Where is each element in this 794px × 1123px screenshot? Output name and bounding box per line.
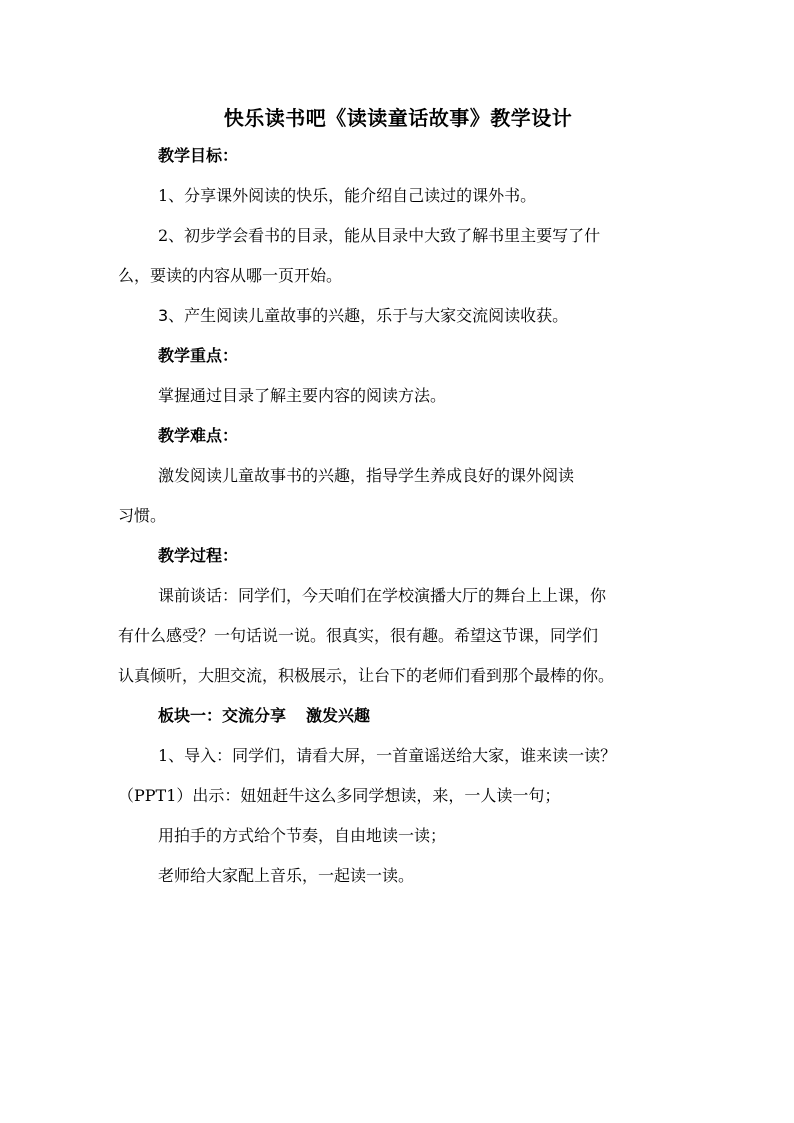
key-points-text: 掌握通过目录了解主要内容的阅读方法。 <box>158 386 447 405</box>
document-page <box>118 100 678 896</box>
goal-item-3: 3、产生阅读儿童故事的兴趣，乐于与大家交流阅读收获。 <box>158 306 569 325</box>
section-1-heading-part-1: 板块一：交流分享 <box>158 706 287 725</box>
goals-heading: 教学目标： <box>158 146 239 165</box>
section-1-heading <box>118 696 678 736</box>
key-points-heading: 教学重点： <box>158 346 239 365</box>
section-1-heading-part-2: 激发兴趣 <box>306 706 371 725</box>
process-heading: 教学过程： <box>158 546 239 565</box>
step-1-line-4: 老师给大家配上音乐，一起读一读。 <box>158 866 415 885</box>
goal-item-2-line-2: 么，要读的内容从哪一页开始。 <box>118 266 343 285</box>
process-intro-line-2: 有什么感受？一句话说一说。很真实，很有趣。希望这节课，同学们 <box>118 626 599 645</box>
difficulties-heading: 教学难点： <box>158 426 239 445</box>
document-title: 快乐读书吧《读读童话故事》教学设计 <box>223 106 573 130</box>
step-1-line-2: （PPT1）出示：妞妞赶牛这么多同学想读，来，一人读一句； <box>118 786 561 805</box>
step-1-line-1: 1、导入：同学们，请看大屏，一首童谣送给大家，谁来读一读？ <box>158 746 617 765</box>
difficulties-line-2: 习惯。 <box>118 506 167 525</box>
difficulties-line-1: 激发阅读儿童故事书的兴趣，指导学生养成良好的课外阅读 <box>158 466 575 485</box>
goal-item-2-line-1: 2、初步学会看书的目录，能从目录中大致了解书里主要写了什 <box>158 226 601 245</box>
goal-item-1: 1、分享课外阅读的快乐，能介绍自己读过的课外书。 <box>158 186 537 205</box>
process-intro-line-1: 课前谈话：同学们，今天咱们在学校演播大厅的舞台上上课，你 <box>158 586 607 605</box>
process-intro-line-3: 认真倾听，大胆交流，积极展示，让台下的老师们看到那个最棒的你。 <box>118 666 615 685</box>
step-1-line-3: 用拍手的方式给个节奏，自由地读一读； <box>158 826 447 845</box>
